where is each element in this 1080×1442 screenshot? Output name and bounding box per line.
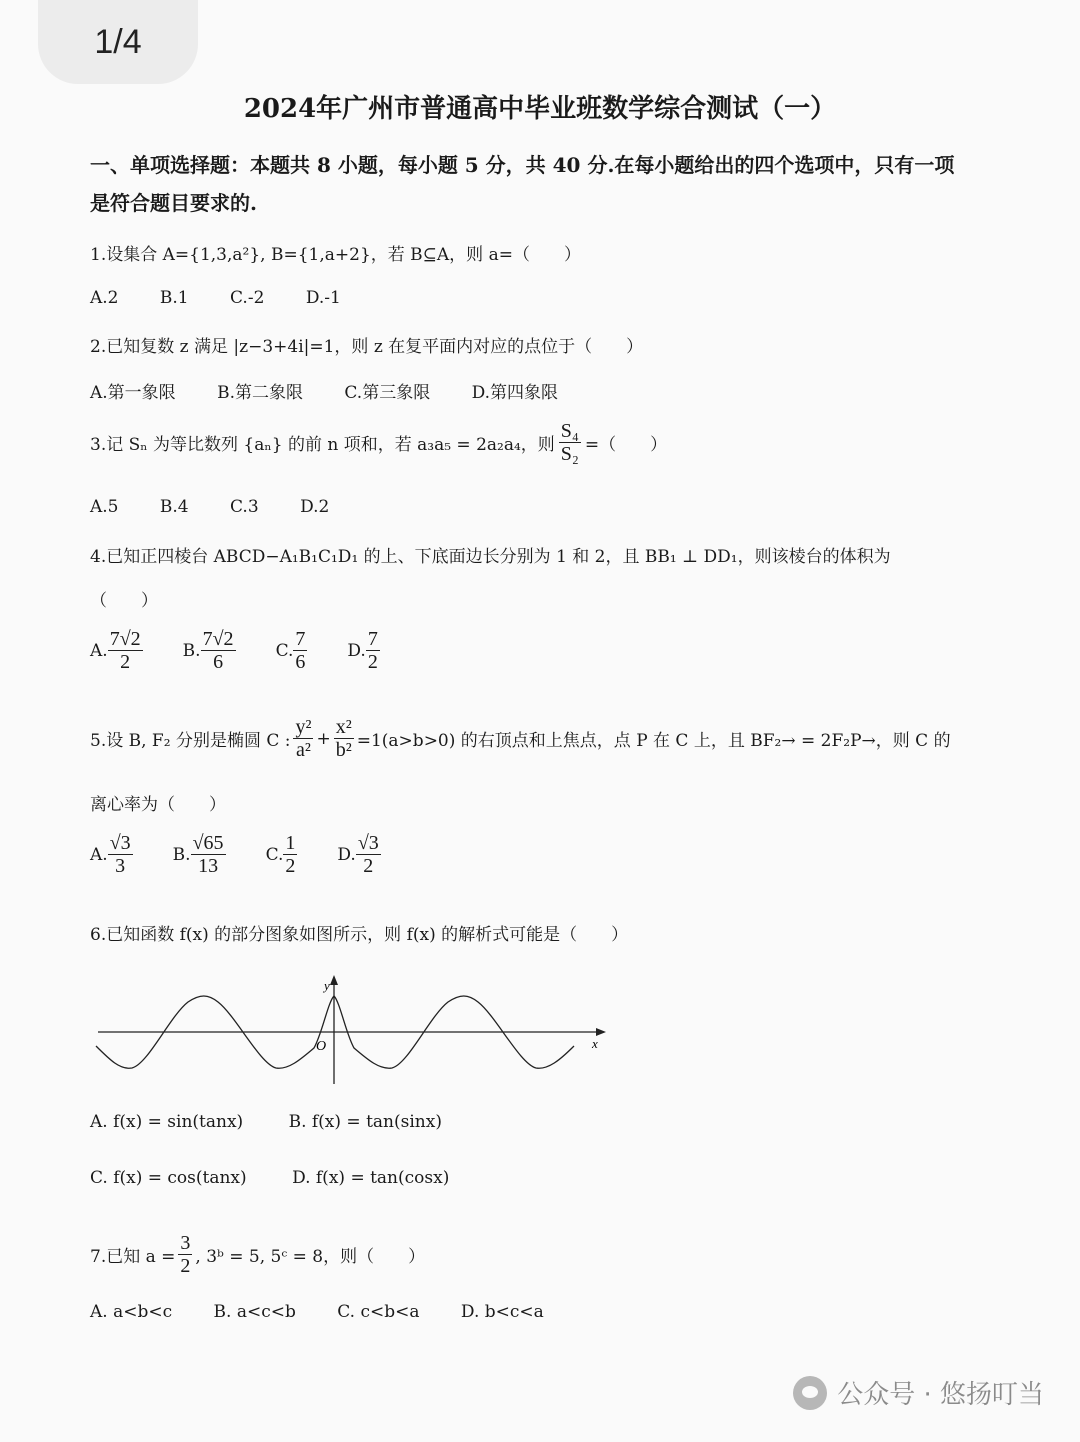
option: C. c<b<a: [337, 1302, 420, 1322]
section-heading: [90, 146, 1000, 222]
fraction-denominator: 6: [295, 651, 306, 673]
fraction-denominator: 2: [180, 1255, 191, 1277]
fraction-denominator: 2: [367, 651, 378, 673]
option: B.1: [159, 288, 189, 308]
fraction-numerator: 7√2: [202, 628, 234, 650]
option: C.3: [230, 497, 259, 517]
watermark: [793, 1374, 1044, 1411]
origin-label: O: [316, 1039, 327, 1054]
option-label: B.: [182, 640, 201, 661]
question-3-text: 3.记 Sₙ 为等比数列 {aₙ} 的前 n 项和，若 a₃a₅ = 2a₂a₄，则: [90, 435, 555, 455]
option: [183, 628, 236, 673]
option: A. f(x) = sin(tanx): [90, 1112, 244, 1132]
question-5-stem-line2: 离心率为（ ）: [90, 795, 226, 815]
option: [266, 832, 298, 877]
fraction-denominator: S₂: [560, 443, 579, 465]
option: D.2: [300, 497, 330, 517]
y-axis-arrow-icon: [330, 975, 338, 985]
fraction-s4-s2: [559, 420, 581, 465]
option: C.-2: [230, 288, 265, 308]
option-label: B.: [172, 844, 191, 865]
section-line-2: 是符合题目要求的.: [90, 191, 257, 215]
option-label: C.: [275, 640, 294, 661]
question-6-stem: 6.已知函数 f(x) 的部分图象如图所示，则 f(x) 的解析式可能是（ ）: [90, 925, 629, 945]
fraction-numerator: 7√2: [109, 628, 141, 650]
exam-title: 2024年广州市普通高中毕业班数学综合测试（一）: [243, 94, 837, 124]
option-label: A.: [90, 844, 108, 865]
fraction-denominator: 6: [213, 651, 224, 673]
option: B. f(x) = tan(sinx): [288, 1112, 442, 1132]
question-3-text-end: =（ ）: [584, 435, 668, 455]
fraction-numerator: 3: [180, 1232, 191, 1254]
fraction-denominator: b²: [335, 739, 352, 761]
fraction-x2-b2: [334, 716, 354, 761]
question-5-text: 5.设 B, F₂ 分别是椭圆 C :: [90, 731, 291, 751]
option: A.2: [90, 288, 119, 308]
option-label: C.: [265, 844, 284, 865]
option: B. a<c<b: [213, 1302, 296, 1322]
question-1-stem: 1.设集合 A={1,3,a²}, B={1,a+2}，若 B⊆A，则 a=（ ）: [90, 245, 581, 265]
option: D.第四象限: [471, 383, 559, 403]
x-axis-label: x: [592, 1036, 598, 1051]
option: [347, 628, 379, 673]
section-line-1: 一、单项选择题：本题共 8 小题，每小题 5 分，共 40 分.在每小题给出的四个选项中，只有一项: [90, 153, 955, 177]
fraction-denominator: 3: [115, 855, 126, 877]
fraction-denominator: 2: [363, 855, 374, 877]
wechat-icon: [793, 1376, 827, 1410]
fraction-numerator: 7: [295, 628, 306, 650]
question-5-text-end: =1(a>b>0) 的右顶点和上焦点，点 P 在 C 上，且 BF₂→ = 2F₂P→，则 C 的: [356, 731, 951, 751]
option: [90, 628, 143, 673]
question-6-options-row1: [90, 1112, 478, 1132]
option-label: D.: [337, 844, 356, 865]
option: A. a<b<c: [90, 1302, 173, 1322]
question-7-text-end: , 3ᵇ = 5, 5ᶜ = 8，则（ ）: [195, 1247, 426, 1267]
fraction-numerator: 1: [285, 832, 296, 854]
question-5-stem: [90, 716, 1010, 761]
fraction-numerator: 7: [367, 628, 378, 650]
question-6-options-row2: [90, 1168, 485, 1188]
fraction-denominator: 2: [120, 651, 131, 673]
fraction-denominator: a²: [296, 739, 311, 761]
option: C.第三象限: [344, 383, 431, 403]
fraction-3-2: [178, 1232, 192, 1277]
option: D. b<c<a: [460, 1302, 544, 1322]
option: A.5: [90, 497, 119, 517]
page-indicator: 1/4: [38, 0, 198, 84]
option: C. f(x) = cos(tanx): [90, 1168, 247, 1188]
option-label: A.: [90, 640, 108, 661]
watermark-text: 公众号 · 悠扬叮当: [837, 1380, 1044, 1410]
function-graph: [90, 972, 610, 1088]
question-7-text: 7.已知 a =: [90, 1247, 176, 1267]
question-2-options: [90, 378, 594, 403]
fraction-denominator: 2: [285, 855, 296, 877]
fraction-denominator: 13: [198, 855, 219, 877]
fraction-numerator: x²: [335, 716, 352, 738]
fraction-numerator: √3: [357, 832, 379, 854]
plus-sign: +: [316, 728, 331, 749]
fraction-numerator: y²: [295, 716, 312, 738]
option: D. f(x) = tan(cosx): [292, 1168, 450, 1188]
option: A.第一象限: [90, 383, 176, 403]
option: [276, 628, 308, 673]
question-7-stem: [90, 1232, 1010, 1277]
option: [337, 832, 380, 877]
question-5-options: [90, 832, 421, 877]
option-label: D.: [347, 640, 366, 661]
x-axis-arrow-icon: [596, 1028, 606, 1036]
fraction-numerator: √65: [192, 832, 224, 854]
option: [173, 832, 226, 877]
question-4-stem: 4.已知正四棱台 ABCD−A₁B₁C₁D₁ 的上、下底面边长分别为 1 和 2，且 BB₁ ⊥ DD₁，则该棱台的体积为: [90, 547, 891, 567]
option: D.-1: [305, 288, 341, 308]
option: B.4: [159, 497, 189, 517]
question-4-stem-line2: （ ）: [90, 591, 158, 611]
option: B.第二象限: [217, 383, 303, 403]
y-axis-label: y: [324, 978, 330, 993]
fraction-y2-a2: [293, 716, 313, 761]
fraction-numerator: √3: [109, 832, 131, 854]
fraction-numerator: S₄: [560, 420, 579, 442]
question-4-options: [90, 628, 420, 673]
question-7-options: [90, 1302, 580, 1322]
question-3-options: [90, 497, 365, 517]
question-2-stem: 2.已知复数 z 满足 |z−3+4i|=1，则 z 在复平面内对应的点位于（ ）: [90, 337, 644, 357]
question-3-stem: [90, 420, 1010, 465]
question-1-options: [90, 288, 377, 308]
option: [90, 832, 133, 877]
